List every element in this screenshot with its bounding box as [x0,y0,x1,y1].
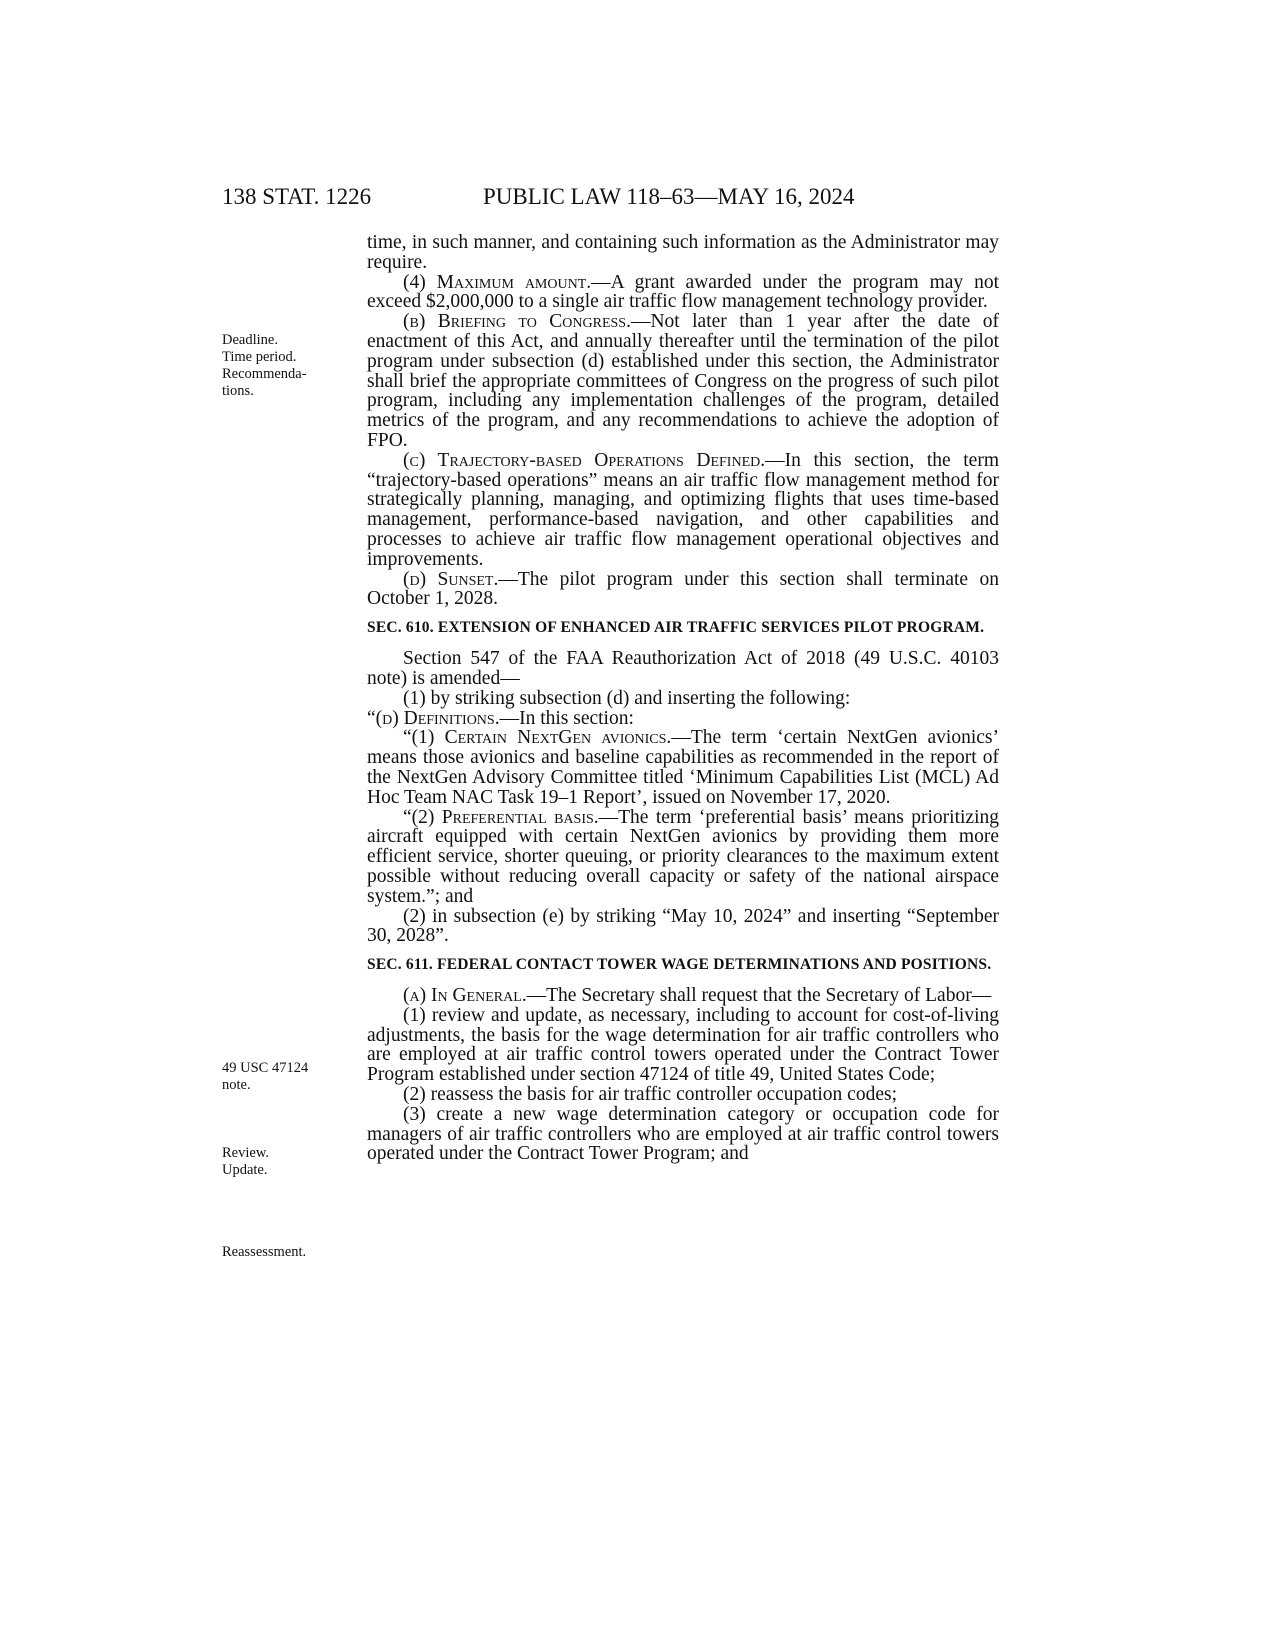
paragraph-text: —Not later than 1 year after the date of enactment of this Act, and annually thereafter until the termination of the pilot program under subsection (d) established under this section, the Administrator shall brief the appropriate committees of Congress on the progress of such pilot program, including any implementation challenges of the program, detailed metrics of the program, and any recommendations to achieve the adoption of FPO. [367,311,999,451]
paragraph-briefing [367,312,999,451]
paragraph-heading: (d) Sunset. [403,568,499,590]
section-heading-610: SEC. 610. EXTENSION OF ENHANCED AIR TRAFFIC SERVICES PILOT PROGRAM. [367,619,985,637]
paragraph: (1) by striking subsection (d) and inserting the following: [403,687,851,709]
paragraph-text: —In this section: [499,707,634,729]
paragraph-tbo-defined [367,451,999,570]
paragraph-heading: (c) Trajectory-based Operations Defined. [403,449,766,471]
paragraph: (1) review and update, as necessary, including to account for cost-of-living adjustments, the basis for the wage determination for air traffic controllers who are employed at air traffic control towers operated under the Contract Tower Program established under section 47124 of title 49, United States Code; [367,1004,999,1086]
paragraph-text: —The Secretary shall request that the Secretary of Labor— [526,985,992,1007]
margin-note-line: tions. [222,383,254,399]
margin-note-line: 49 USC 47124 [222,1060,309,1076]
paragraph-text: —The pilot program under this section shall terminate on October 1, 2028. [367,568,999,610]
paragraph-heading: (a) In General. [403,985,527,1007]
paragraph-definitions [367,709,999,729]
paragraph: time, in such manner, and containing such information as the Administrator may require. [367,232,999,273]
paragraph: (2) reassess the basis for air traffic controller occupation codes; [403,1084,897,1106]
paragraph-text: —The term ‘certain NextGen avionics’ means those avionics and baseline capabilities as recommended in the report of the NextGen Advisory Committee titled ‘Minimum Capabilities List (MCL) Ad Hoc Team NAC Task 19–1 Report’, issued on November 17, 2020. [367,727,999,808]
paragraph-heading: “(2) Preferential basis. [403,806,599,828]
paragraph-sunset [367,570,999,610]
paragraph: (3) create a new wage determination category or occupation code for managers of air traffic controllers who are employed at air traffic control towers operated under the Contract Tower Program; and [367,1103,999,1165]
margin-note-line: Review. [222,1145,269,1161]
margin-note-reassessment [222,1244,352,1261]
margin-note-line: Reassessment. [222,1244,307,1260]
margin-note-line: Deadline. [222,332,278,348]
statute-page-number: 138 STAT. 1226 [222,184,372,209]
paragraph-heading: (4) Maximum amount. [403,271,592,293]
margin-note-line: Recommenda- [222,366,307,382]
body-text [367,233,999,1164]
public-law-title: PUBLIC LAW 118–63—MAY 16, 2024 [483,184,855,209]
paragraph-in-general [367,986,999,1006]
margin-note-deadline [222,332,352,400]
margin-note-line: Update. [222,1162,268,1178]
paragraph-nextgen-avionics [367,728,999,807]
paragraph-heading: (b) Briefing to Congress. [403,311,631,333]
paragraph: Section 547 of the FAA Reauthorization Act of 2018 (49 U.S.C. 40103 note) is amended— [367,648,999,689]
margin-note-review [222,1145,352,1179]
paragraph: (2) in subsection (e) by striking “May 10, 2024” and inserting “September 30, 2028”. [367,905,999,947]
margin-note-line: Time period. [222,349,297,365]
margin-note-line: note. [222,1077,251,1093]
paragraph-heading: “(d) Definitions. [367,707,500,729]
paragraph-heading: “(1) Certain NextGen avionics. [403,727,672,749]
section-heading-611: SEC. 611. FEDERAL CONTACT TOWER WAGE DETERMINATIONS AND POSITIONS. [367,956,992,974]
paragraph-text: —In this section, the term “trajectory-based operations” means an air traffic flow management method for strategically planning, managing, and optimizing flights that uses time-based management, performance-based navigation, and other capabilities and processes to achieve air traffic flow management operational objectives and improvements. [367,449,999,570]
margin-note-usc [222,1060,352,1094]
paragraph-preferential-basis [367,808,999,907]
paragraph-maximum-amount [367,273,999,313]
page-header [222,184,998,214]
paragraph-text: —The term ‘preferential basis’ means prioritizing aircraft equipped with certain NextGen avionics by providing them more efficient service, shorter queuing, or priority clearances to the maximum extent possible without reducing overall capacity or safety of the national airspace system.”; and [367,806,999,907]
paragraph-text: —A grant awarded under the program may not exceed $2,000,000 to a single air traffic flow management technology provider. [367,271,999,313]
